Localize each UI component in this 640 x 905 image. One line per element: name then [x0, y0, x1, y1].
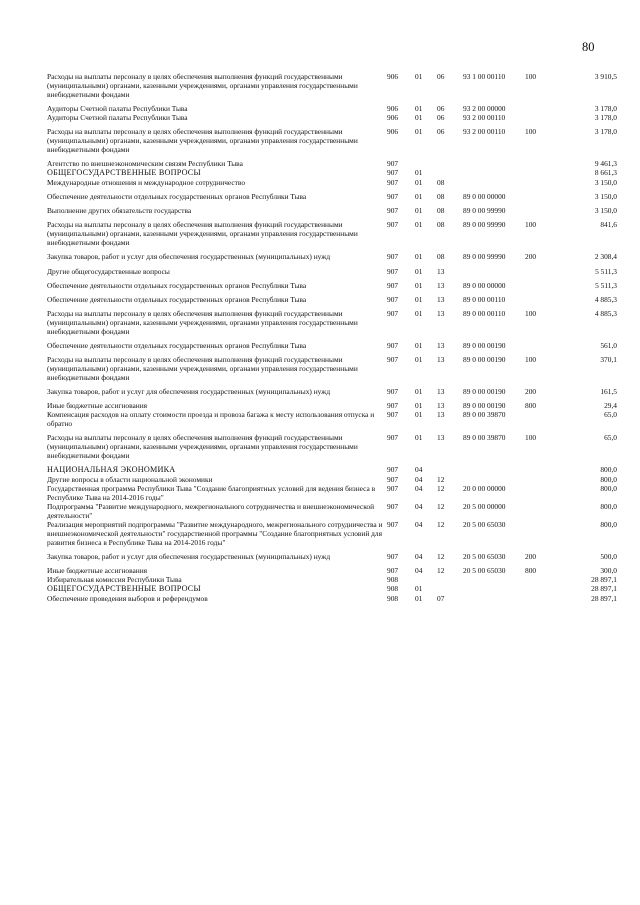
page-number: 80	[582, 40, 595, 54]
row-target-code	[463, 465, 525, 475]
row-subsection-code: 06	[437, 104, 445, 114]
row-target-code: 89 0 00 00000	[463, 280, 506, 290]
row-section-code	[415, 159, 437, 168]
row-target-code: 89 0 00 00110	[463, 294, 506, 304]
row-expense-type	[525, 178, 567, 187]
row-expense-type: 200	[525, 552, 537, 562]
row-name: Иные бюджетные ассигнования	[47, 400, 148, 410]
row-expense-type: 100	[525, 127, 537, 137]
table-row	[47, 252, 617, 261]
row-subsection-code: 13	[437, 432, 445, 442]
row-subsection-code: 12	[437, 475, 445, 485]
row-expense-type	[525, 575, 567, 584]
row-ministry-code: 906	[387, 113, 399, 123]
table-row	[47, 168, 617, 178]
row-name: Компенсация расходов на оплату стоимости проезда и провоза багажа к месту использования отпуска и обратно	[47, 409, 375, 428]
row-amount: 9 461,3	[594, 159, 617, 169]
row-target-code: 89 0 00 99990	[463, 220, 506, 230]
row-target-code: 20 5 00 65030	[463, 566, 506, 576]
row-ministry-code: 908	[387, 594, 399, 604]
row-expense-type	[525, 410, 567, 428]
row-section-code: 01	[415, 432, 423, 442]
row-expense-type	[525, 104, 567, 113]
row-amount: 65,0	[604, 409, 617, 419]
row-name: ОБЩЕГОСУДАРСТВЕННЫЕ ВОПРОСЫ	[47, 584, 201, 594]
row-section-code: 01	[415, 308, 423, 318]
row-name: Расходы на выплаты персоналу в целях обеспечения выполнения функций государственными (муниципальными) органами, казенными учреждениями, органами управления государственными внебюджетными фондами	[47, 308, 358, 336]
row-target-code	[463, 267, 525, 276]
row-subsection-code	[437, 168, 463, 178]
row-ministry-code: 907	[387, 409, 399, 419]
row-name: Закупка товаров, работ и услуг для обеспечения государственных (муниципальных) нужд	[47, 552, 331, 562]
table-row	[47, 584, 617, 594]
row-ministry-code: 907	[387, 520, 399, 530]
row-amount: 3 178,0	[594, 113, 617, 123]
row-ministry-code: 907	[387, 475, 399, 485]
row-name: Другие вопросы в области национальной экономики	[47, 475, 213, 485]
row-expense-type	[525, 341, 567, 350]
row-section-code: 01	[415, 386, 423, 396]
row-expense-type	[525, 465, 567, 475]
table-row	[47, 387, 617, 396]
table-row	[47, 295, 617, 304]
row-subsection-code: 12	[437, 502, 445, 512]
table-row	[47, 433, 617, 460]
row-section-code	[415, 575, 437, 584]
row-ministry-code: 907	[387, 432, 399, 442]
row-subsection-code	[437, 159, 463, 168]
table-row	[47, 127, 617, 154]
row-ministry-code: 907	[387, 484, 399, 494]
row-target-code: 20 5 00 00000	[463, 502, 506, 512]
row-expense-type	[525, 267, 567, 276]
row-expense-type: 800	[525, 400, 537, 410]
row-name: Расходы на выплаты персоналу в целях обеспечения выполнения функций государственными (муниципальными) органами, казенными учреждениями, органами управления государственными внебюджетными фондами	[47, 220, 358, 248]
row-name: Аудиторы Счетной палаты Республики Тыва	[47, 113, 188, 123]
row-name: Закупка товаров, работ и услуг для обеспечения государственных (муниципальных) нужд	[47, 252, 331, 262]
row-name: Обеспечение деятельности отдельных государственных органов Республики Тыва	[47, 340, 307, 350]
row-subsection-code	[437, 465, 463, 475]
row-amount: 161,5	[600, 386, 617, 396]
row-target-code: 89 0 00 00110	[463, 308, 506, 318]
table-row	[47, 552, 617, 561]
row-amount: 28 897,1	[591, 584, 617, 594]
row-amount: 28 897,1	[591, 594, 617, 604]
row-expense-type: 800	[525, 566, 537, 576]
row-section-code: 04	[415, 552, 423, 562]
table-row	[47, 72, 617, 99]
row-subsection-code: 08	[437, 220, 445, 230]
row-expense-type	[525, 502, 567, 520]
row-target-code: 20 0 00 00000	[463, 484, 506, 494]
row-ministry-code: 907	[387, 566, 399, 576]
table-row	[47, 267, 617, 276]
row-target-code	[463, 584, 525, 594]
row-subsection-code: 13	[437, 386, 445, 396]
row-subsection-code: 08	[437, 178, 445, 188]
table-row	[47, 475, 617, 484]
table-row	[47, 566, 617, 575]
row-subsection-code	[437, 575, 463, 584]
row-expense-type	[525, 584, 567, 594]
row-expense-type	[525, 484, 567, 502]
row-section-code: 01	[415, 72, 423, 81]
row-amount: 370,1	[600, 354, 617, 364]
row-expense-type: 100	[525, 432, 537, 442]
row-subsection-code: 12	[437, 520, 445, 530]
row-name: Международные отношения и международное сотрудничество	[47, 178, 246, 188]
table-row	[47, 401, 617, 410]
row-expense-type	[525, 113, 567, 122]
row-amount: 500,0	[600, 552, 617, 562]
row-section-code: 01	[415, 127, 423, 137]
row-section-code: 04	[415, 484, 423, 494]
row-name: Иные бюджетные ассигнования	[47, 566, 148, 576]
row-amount: 3 150,0	[594, 192, 617, 202]
row-ministry-code: 908	[387, 584, 399, 594]
row-expense-type: 100	[525, 220, 537, 230]
row-expense-type: 100	[525, 354, 537, 364]
row-target-code: 93 2 00 00000	[463, 104, 506, 114]
row-section-code: 01	[415, 594, 423, 604]
table-row	[47, 520, 617, 547]
row-subsection-code: 07	[437, 594, 445, 604]
row-amount: 3 178,0	[594, 127, 617, 137]
row-name: НАЦИОНАЛЬНАЯ ЭКОНОМИКА	[47, 465, 176, 475]
row-ministry-code: 906	[387, 72, 399, 81]
row-name: Аудиторы Счетной палаты Республики Тыва	[47, 104, 188, 114]
row-name: Обеспечение проведения выборов и референдумов	[47, 594, 208, 604]
row-section-code: 01	[415, 280, 423, 290]
row-name: Расходы на выплаты персоналу в целях обеспечения выполнения функций государственными (муниципальными) органами, казенными учреждениями, органами управления государственными внебюджетными фондами	[47, 354, 358, 382]
row-ministry-code: 906	[387, 127, 399, 137]
row-ministry-code: 907	[387, 465, 399, 475]
row-target-code	[463, 168, 525, 178]
row-name: Обеспечение деятельности отдельных государственных органов Республики Тыва	[47, 192, 307, 202]
row-section-code: 01	[415, 409, 423, 419]
row-subsection-code: 13	[437, 400, 445, 410]
row-name: Выполнение других обязательств государства	[47, 206, 192, 216]
row-ministry-code: 907	[387, 552, 399, 562]
row-ministry-code: 907	[387, 308, 399, 318]
row-expense-type	[525, 281, 567, 290]
table-row	[47, 281, 617, 290]
row-section-code: 01	[415, 400, 423, 410]
row-amount: 3 910,5	[594, 72, 617, 81]
row-name: Закупка товаров, работ и услуг для обеспечения государственных (муниципальных) нужд	[47, 386, 331, 396]
row-expense-type: 200	[525, 386, 537, 396]
row-expense-type	[525, 520, 567, 547]
row-amount: 2 308,4	[594, 252, 617, 262]
row-amount: 3 150,0	[594, 206, 617, 216]
row-ministry-code: 907	[387, 354, 399, 364]
row-target-code: 93 2 00 00110	[463, 127, 506, 137]
row-subsection-code: 08	[437, 252, 445, 262]
row-target-code: 93 1 00 00110	[463, 72, 506, 81]
row-target-code	[463, 594, 525, 603]
row-amount: 800,0	[600, 475, 617, 485]
row-section-code: 01	[415, 206, 423, 216]
row-target-code	[463, 159, 525, 168]
row-ministry-code: 907	[387, 280, 399, 290]
row-amount: 29,4	[604, 400, 617, 410]
row-target-code: 89 0 00 39870	[463, 432, 506, 442]
row-subsection-code: 13	[437, 409, 445, 419]
row-subsection-code: 08	[437, 192, 445, 202]
row-target-code	[463, 178, 525, 187]
row-subsection-code: 13	[437, 294, 445, 304]
row-subsection-code: 13	[437, 354, 445, 364]
row-ministry-code: 907	[387, 220, 399, 230]
row-amount: 800,0	[600, 502, 617, 512]
row-expense-type	[525, 159, 567, 168]
row-expense-type: 100	[525, 72, 537, 81]
row-section-code: 01	[415, 178, 423, 188]
table-row	[47, 192, 617, 201]
row-name: Расходы на выплаты персоналу в целях обеспечения выполнения функций государственными (муниципальными) органами, казенными учреждениями, органами управления государственными внебюджетными фондами	[47, 127, 358, 155]
row-section-code: 01	[415, 104, 423, 114]
row-amount: 3 150,0	[594, 178, 617, 188]
row-amount: 800,0	[600, 520, 617, 530]
row-amount: 841,6	[600, 220, 617, 230]
row-amount: 28 897,1	[591, 575, 617, 585]
table-row	[47, 465, 617, 475]
row-amount: 561,0	[600, 340, 617, 350]
budget-table-body	[47, 72, 617, 603]
row-expense-type	[525, 594, 567, 603]
row-target-code: 89 0 00 00190	[463, 400, 506, 410]
row-section-code: 01	[415, 266, 423, 276]
row-ministry-code: 907	[387, 502, 399, 512]
row-section-code: 04	[415, 502, 423, 512]
table-row	[47, 594, 617, 603]
row-expense-type	[525, 206, 567, 215]
row-amount: 4 885,3	[594, 294, 617, 304]
row-subsection-code: 06	[437, 72, 445, 81]
row-section-code: 01	[415, 584, 423, 594]
row-name: Реализация мероприятий подпрограммы "Развитие международного, межрегионального сотрудничества и внешнеэкономической деятельности" государственной программы "Создание благоприятных условий для развития бизнеса в Республике Тыва на 2014-2016 годы"	[47, 520, 383, 548]
row-amount: 5 511,3	[595, 280, 617, 290]
row-amount: 800,0	[600, 484, 617, 494]
row-section-code: 01	[415, 168, 423, 178]
row-target-code: 89 0 00 00190	[463, 386, 506, 396]
row-expense-type	[525, 192, 567, 201]
row-expense-type	[525, 295, 567, 304]
row-subsection-code: 12	[437, 552, 445, 562]
row-subsection-code: 13	[437, 340, 445, 350]
row-amount: 8 661,3	[594, 168, 617, 178]
row-amount: 5 511,3	[595, 266, 617, 276]
row-target-code: 89 0 00 99990	[463, 206, 506, 216]
row-name: Обеспечение деятельности отдельных государственных органов Республики Тыва	[47, 280, 307, 290]
row-name: Расходы на выплаты персоналу в целях обеспечения выполнения функций государственными (муниципальными) органами, казенными учреждениями, органами управления государственными внебюджетными фондами	[47, 432, 358, 460]
table-row	[47, 410, 617, 428]
row-amount: 65,0	[604, 432, 617, 442]
row-subsection-code: 13	[437, 266, 445, 276]
row-section-code: 04	[415, 465, 423, 475]
row-amount: 3 178,0	[594, 104, 617, 114]
row-subsection-code: 06	[437, 127, 445, 137]
row-section-code: 01	[415, 113, 423, 123]
row-section-code: 04	[415, 520, 423, 530]
table-row	[47, 502, 617, 520]
row-section-code: 01	[415, 340, 423, 350]
table-row	[47, 113, 617, 122]
table-row	[47, 220, 617, 247]
row-target-code	[463, 475, 525, 484]
row-ministry-code: 907	[387, 168, 399, 178]
row-expense-type: 200	[525, 252, 537, 262]
row-ministry-code: 907	[387, 400, 399, 410]
row-section-code: 04	[415, 475, 423, 485]
row-name: Расходы на выплаты персоналу в целях обеспечения выполнения функций государственными (муниципальными) органами, казенными учреждениями, органами управления государственными внебюджетными фондами	[47, 72, 358, 100]
row-name: ОБЩЕГОСУДАРСТВЕННЫЕ ВОПРОСЫ	[47, 168, 201, 178]
row-amount: 4 885,3	[594, 308, 617, 318]
row-ministry-code: 907	[387, 386, 399, 396]
row-section-code: 04	[415, 566, 423, 576]
row-subsection-code: 08	[437, 206, 445, 216]
row-name: Агентство по внешнеэкономическим связям Республики Тыва	[47, 159, 243, 169]
row-target-code: 89 0 00 99990	[463, 252, 506, 262]
row-section-code: 01	[415, 220, 423, 230]
row-ministry-code: 907	[387, 206, 399, 216]
row-target-code: 89 0 00 00190	[463, 354, 506, 364]
row-ministry-code: 907	[387, 192, 399, 202]
row-target-code: 89 0 00 00000	[463, 192, 506, 202]
row-subsection-code: 12	[437, 566, 445, 576]
row-name: Избирательная комиссия Республики Тыва	[47, 575, 182, 585]
row-subsection-code: 12	[437, 484, 445, 494]
row-amount: 800,0	[600, 465, 617, 475]
table-row	[47, 355, 617, 382]
table-row	[47, 341, 617, 350]
row-subsection-code	[437, 584, 463, 594]
row-ministry-code: 908	[387, 575, 399, 585]
row-section-code: 01	[415, 252, 423, 262]
row-target-code: 89 0 00 00190	[463, 340, 506, 350]
row-target-code: 89 0 00 39870	[463, 409, 506, 419]
row-name: Государственная программа Республики Тыва "Создание благоприятных условий для ведения бизнеса в Республике Тыва на 2014-2016 годы"	[47, 484, 376, 503]
row-expense-type: 100	[525, 308, 537, 318]
row-section-code: 01	[415, 354, 423, 364]
row-amount: 300,0	[600, 566, 617, 576]
table-row	[47, 178, 617, 187]
table-row	[47, 159, 617, 168]
row-ministry-code: 906	[387, 104, 399, 114]
row-expense-type	[525, 475, 567, 484]
row-ministry-code: 907	[387, 294, 399, 304]
table-row	[47, 206, 617, 215]
row-ministry-code: 907	[387, 252, 399, 262]
row-ministry-code: 907	[387, 159, 399, 169]
row-subsection-code: 13	[437, 280, 445, 290]
row-target-code	[463, 575, 525, 584]
row-expense-type	[525, 168, 567, 178]
row-section-code: 01	[415, 192, 423, 202]
row-name: Обеспечение деятельности отдельных государственных органов Республики Тыва	[47, 294, 307, 304]
row-ministry-code: 907	[387, 178, 399, 188]
row-subsection-code: 13	[437, 308, 445, 318]
row-target-code: 20 5 00 65030	[463, 552, 506, 562]
row-target-code: 93 2 00 00110	[463, 113, 506, 123]
row-ministry-code: 907	[387, 340, 399, 350]
table-row	[47, 104, 617, 113]
table-row	[47, 309, 617, 336]
row-subsection-code: 06	[437, 113, 445, 123]
row-target-code: 20 5 00 65030	[463, 520, 506, 530]
table-row	[47, 484, 617, 502]
budget-table	[47, 72, 617, 603]
row-ministry-code: 907	[387, 266, 399, 276]
row-name: Подпрограмма "Развитие международного, межрегионального сотрудничества и внешнеэкономической деятельности"	[47, 502, 375, 521]
row-section-code: 01	[415, 294, 423, 304]
table-row	[47, 575, 617, 584]
row-name: Другие общегосударственные вопросы	[47, 266, 170, 276]
